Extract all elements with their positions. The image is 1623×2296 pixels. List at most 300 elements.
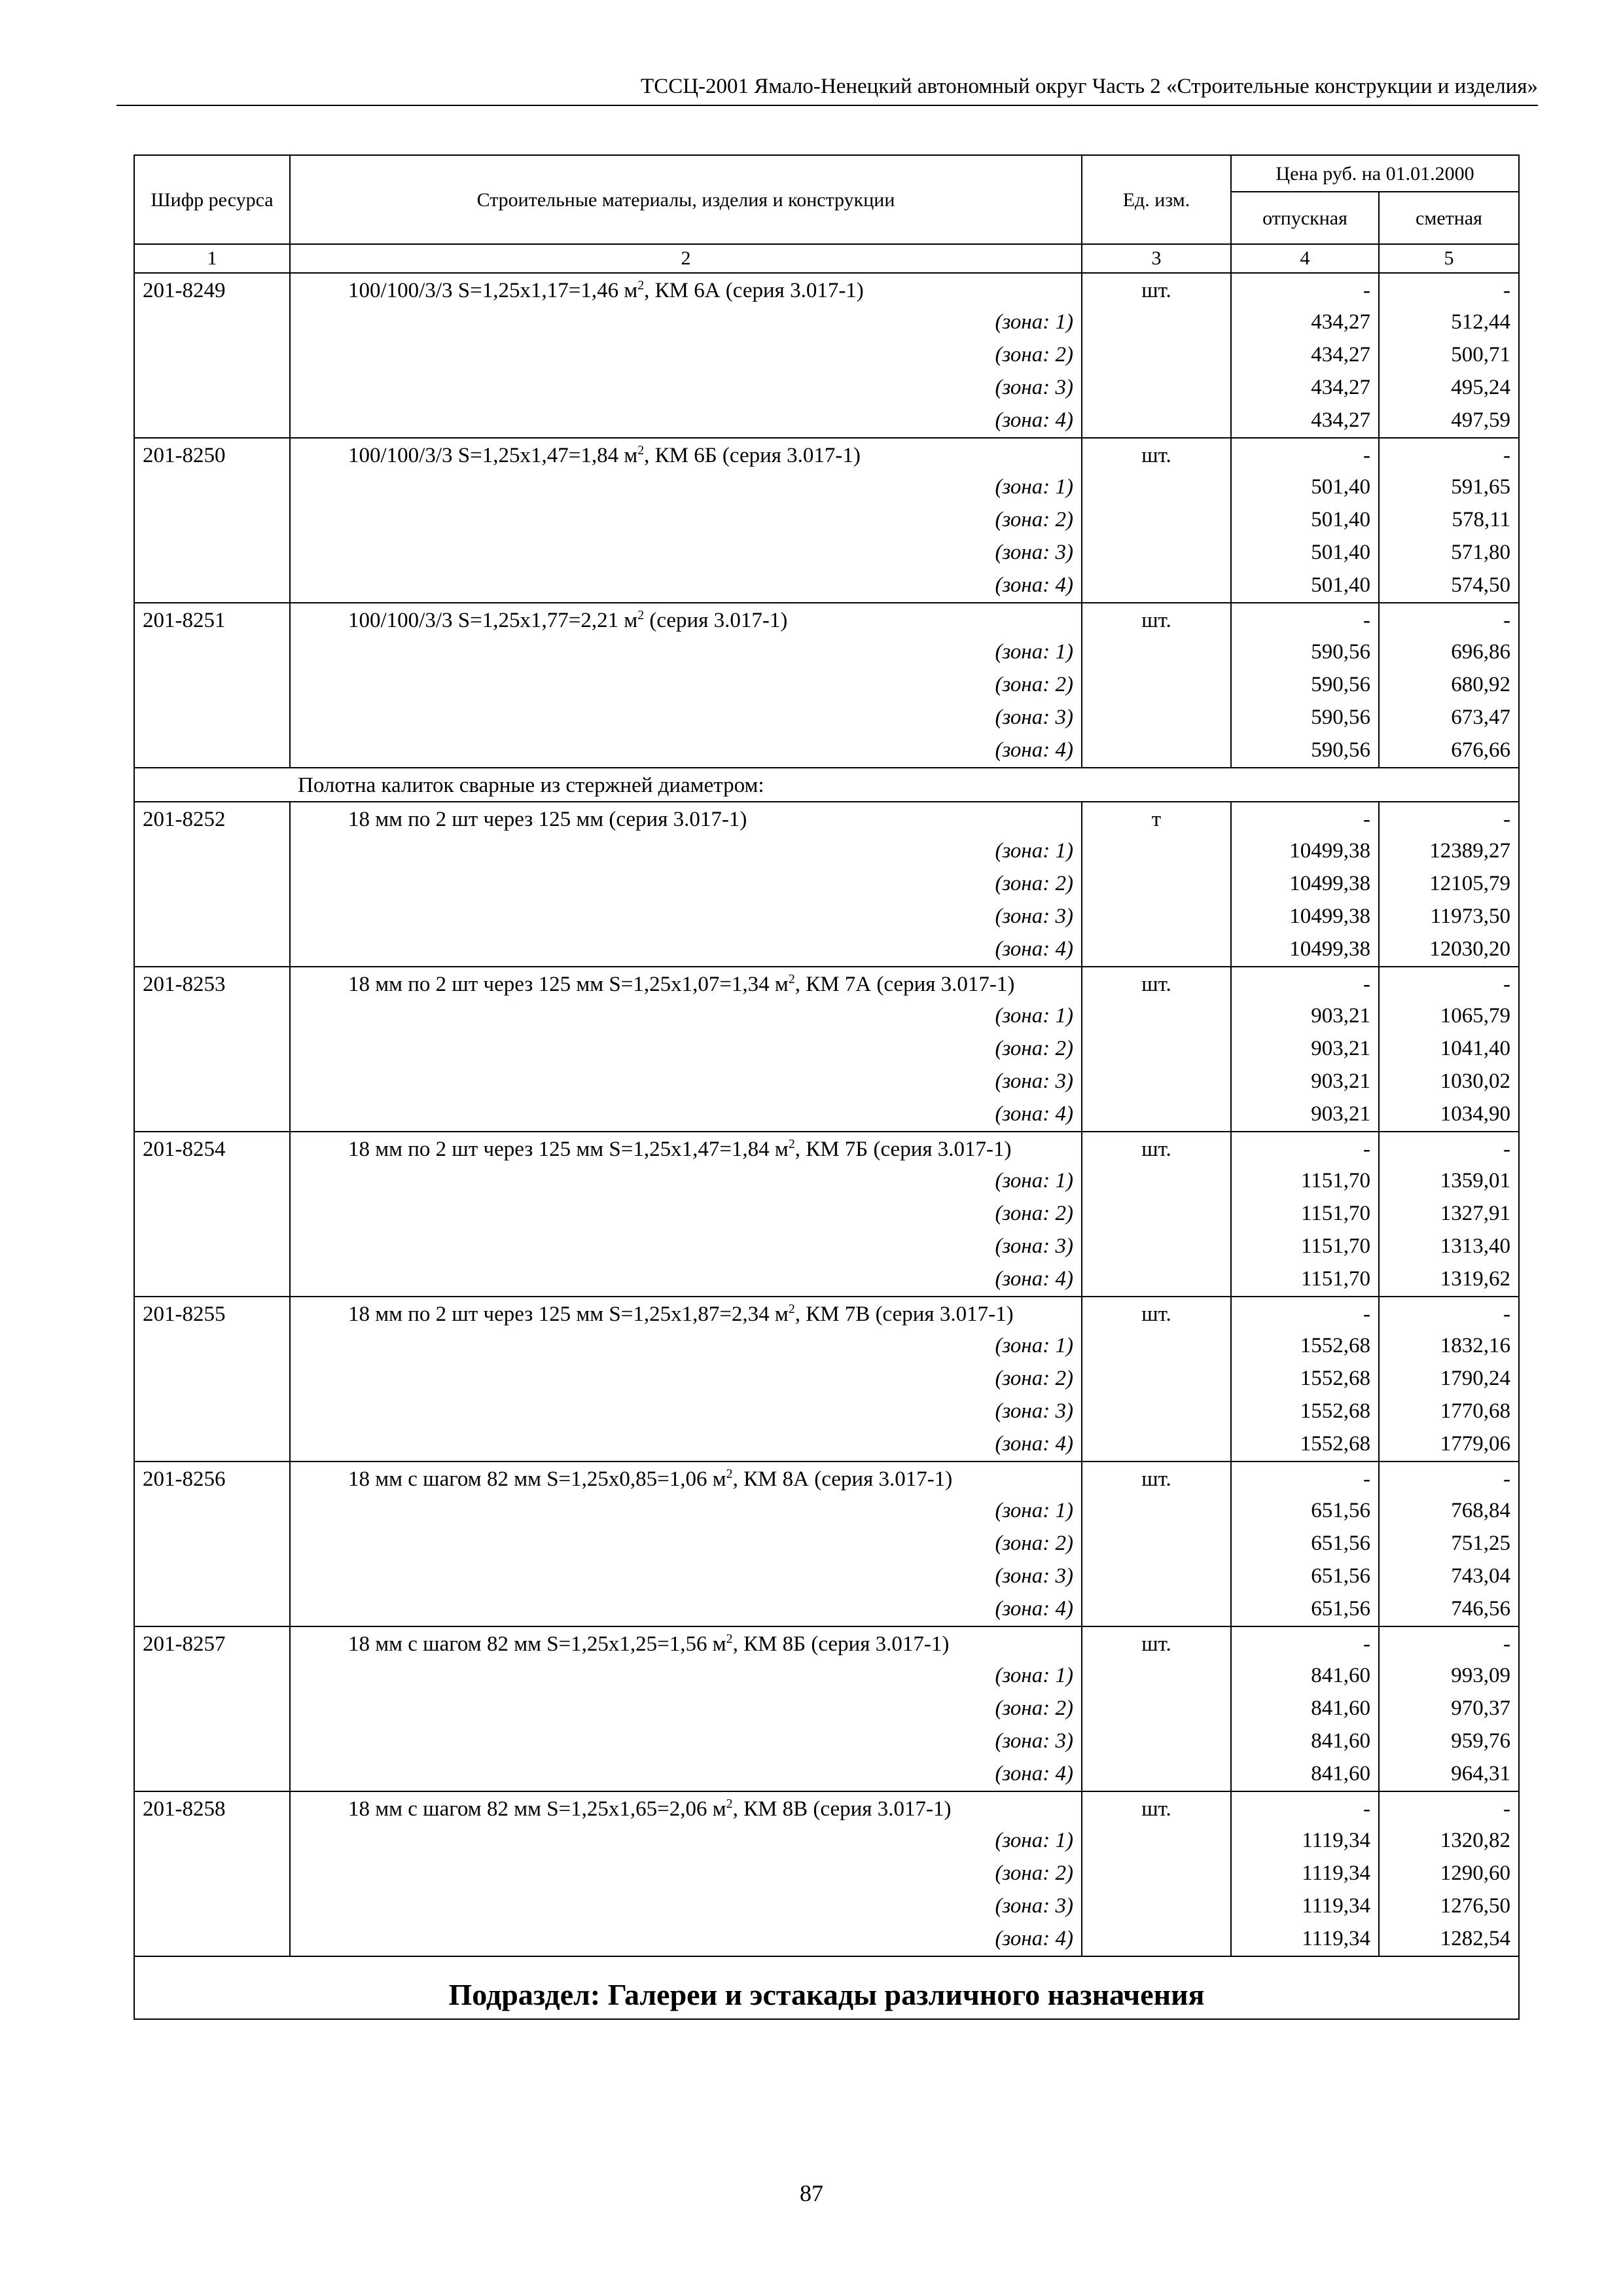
item-name-main: 18 мм по 2 шт через 125 мм S=1,25x1,87=2,34 м (348, 1302, 789, 1326)
item-name-text (298, 607, 1073, 634)
base-release-price: - (1231, 438, 1379, 471)
item-name (290, 1791, 1082, 1825)
item-name-text (298, 1796, 1073, 1822)
estimate-price: 512,44 (1379, 306, 1519, 339)
resource-code: 201-8254 (134, 1132, 290, 1165)
release-price: 10499,38 (1231, 835, 1379, 868)
zone-label: (зона: 1) (290, 1495, 1082, 1528)
zone-unit-cell (1082, 1395, 1231, 1428)
release-price: 590,56 (1231, 702, 1379, 734)
item-name-sup: 2 (788, 1302, 795, 1316)
release-price: 501,40 (1231, 471, 1379, 504)
zone-row (134, 1890, 1519, 1923)
release-price: 651,56 (1231, 1528, 1379, 1560)
zone-label: (зона: 2) (290, 339, 1082, 372)
zone-unit-cell (1082, 1428, 1231, 1462)
col-number: 3 (1082, 244, 1231, 273)
zone-unit-cell (1082, 404, 1231, 438)
col-header-release: отпускная (1231, 192, 1379, 244)
estimate-price: 1779,06 (1379, 1428, 1519, 1462)
item-name-main: 18 мм по 2 шт через 125 мм (серия 3.017-1) (348, 808, 747, 831)
release-price: 1151,70 (1231, 1198, 1379, 1230)
estimate-price: 768,84 (1379, 1495, 1519, 1528)
zone-label: (зона: 4) (290, 1263, 1082, 1297)
base-release-price: - (1231, 967, 1379, 1000)
zone-row (134, 1693, 1519, 1725)
group-heading: Полотна калиток сварные из стержней диаметром: (290, 768, 1519, 802)
item-name (290, 802, 1082, 835)
zone-row (134, 1033, 1519, 1066)
estimate-price: 680,92 (1379, 669, 1519, 702)
estimate-price: 578,11 (1379, 504, 1519, 537)
estimate-price: 1770,68 (1379, 1395, 1519, 1428)
item-name-rest: , КМ 8А (серия 3.017-1) (732, 1467, 953, 1491)
zone-unit-cell (1082, 835, 1231, 868)
zone-label: (зона: 1) (290, 1330, 1082, 1363)
zone-row (134, 1198, 1519, 1230)
zone-label: (зона: 2) (290, 504, 1082, 537)
release-price: 1151,70 (1231, 1165, 1379, 1198)
release-price: 1552,68 (1231, 1395, 1379, 1428)
resource-code: 201-8255 (134, 1297, 290, 1330)
zone-label: (зона: 2) (290, 1857, 1082, 1890)
col-number: 5 (1379, 244, 1519, 273)
zone-code-cell (134, 1758, 290, 1791)
release-price: 1552,68 (1231, 1428, 1379, 1462)
estimate-price: 676,66 (1379, 734, 1519, 768)
zone-label: (зона: 3) (290, 1066, 1082, 1098)
item-name-rest: , КМ 7В (серия 3.017-1) (794, 1302, 1014, 1326)
col-number: 4 (1231, 244, 1379, 273)
estimate-price: 1034,90 (1379, 1098, 1519, 1132)
release-price: 1151,70 (1231, 1263, 1379, 1297)
zone-row (134, 1363, 1519, 1395)
zone-row (134, 1395, 1519, 1428)
release-price: 841,60 (1231, 1725, 1379, 1758)
release-price: 903,21 (1231, 1098, 1379, 1132)
zone-row (134, 471, 1519, 504)
estimate-price: 574,50 (1379, 569, 1519, 603)
item-name-sup: 2 (637, 608, 645, 622)
zone-label: (зона: 3) (290, 372, 1082, 404)
release-price: 841,60 (1231, 1660, 1379, 1693)
zone-row (134, 636, 1519, 669)
zone-label: (зона: 3) (290, 537, 1082, 569)
release-price: 1151,70 (1231, 1230, 1379, 1263)
item-name-rest: , КМ 8Б (серия 3.017-1) (732, 1632, 950, 1656)
release-price: 841,60 (1231, 1693, 1379, 1725)
zone-unit-cell (1082, 1693, 1231, 1725)
zone-label: (зона: 3) (290, 1890, 1082, 1923)
release-price: 903,21 (1231, 1033, 1379, 1066)
table-row (134, 603, 1519, 636)
zone-row (134, 404, 1519, 438)
base-release-price: - (1231, 1791, 1379, 1825)
zone-code-cell (134, 835, 290, 868)
resource-code: 201-8252 (134, 802, 290, 835)
zone-row (134, 1330, 1519, 1363)
item-name-text (298, 442, 1073, 469)
estimate-price: 12105,79 (1379, 868, 1519, 901)
unit: шт. (1082, 1626, 1231, 1660)
zone-label: (зона: 2) (290, 1033, 1082, 1066)
item-name-main: 18 мм по 2 шт через 125 мм S=1,25x1,47=1,84 м (348, 1138, 789, 1161)
zone-code-cell (134, 537, 290, 569)
estimate-price: 746,56 (1379, 1593, 1519, 1626)
zone-label: (зона: 3) (290, 1230, 1082, 1263)
group-code-cell (134, 768, 290, 802)
zone-label: (зона: 1) (290, 471, 1082, 504)
base-estimate-price: - (1379, 273, 1519, 306)
item-name-rest: , КМ 7А (серия 3.017-1) (794, 973, 1015, 996)
col-header-estimate: сметная (1379, 192, 1519, 244)
item-name-sup: 2 (726, 1467, 733, 1481)
zone-code-cell (134, 1230, 290, 1263)
release-price: 434,27 (1231, 306, 1379, 339)
zone-code-cell (134, 471, 290, 504)
release-price: 1552,68 (1231, 1330, 1379, 1363)
subsection-title: Подраздел: Галереи и эстакады различного назначения (134, 1956, 1519, 2019)
base-estimate-price: - (1379, 1791, 1519, 1825)
estimate-price: 964,31 (1379, 1758, 1519, 1791)
zone-code-cell (134, 1098, 290, 1132)
base-estimate-price: - (1379, 1297, 1519, 1330)
estimate-price: 1790,24 (1379, 1363, 1519, 1395)
item-name-sup: 2 (726, 1632, 733, 1646)
zone-row (134, 702, 1519, 734)
zone-unit-cell (1082, 1363, 1231, 1395)
item-name-rest: , КМ 6А (серия 3.017-1) (644, 279, 864, 302)
item-name-sup: 2 (788, 972, 795, 986)
table-row (134, 438, 1519, 471)
zone-row (134, 1857, 1519, 1890)
zone-label: (зона: 1) (290, 1165, 1082, 1198)
zone-code-cell (134, 569, 290, 603)
release-price: 1119,34 (1231, 1890, 1379, 1923)
release-price: 434,27 (1231, 372, 1379, 404)
estimate-price: 571,80 (1379, 537, 1519, 569)
zone-row (134, 1725, 1519, 1758)
zone-unit-cell (1082, 868, 1231, 901)
zone-code-cell (134, 1495, 290, 1528)
zone-label: (зона: 4) (290, 1923, 1082, 1956)
estimate-price: 1313,40 (1379, 1230, 1519, 1263)
col-number: 1 (134, 244, 290, 273)
resource-code: 201-8258 (134, 1791, 290, 1825)
release-price: 434,27 (1231, 339, 1379, 372)
item-name-text (298, 1631, 1073, 1657)
zone-label: (зона: 4) (290, 404, 1082, 438)
zone-unit-cell (1082, 306, 1231, 339)
zone-code-cell (134, 1923, 290, 1956)
zone-label: (зона: 4) (290, 1098, 1082, 1132)
zone-unit-cell (1082, 1660, 1231, 1693)
zone-unit-cell (1082, 471, 1231, 504)
item-name-sup: 2 (637, 278, 645, 293)
base-release-price: - (1231, 273, 1379, 306)
estimate-price: 11973,50 (1379, 901, 1519, 933)
zone-unit-cell (1082, 901, 1231, 933)
release-price: 1119,34 (1231, 1923, 1379, 1956)
zone-row (134, 537, 1519, 569)
resource-code: 201-8256 (134, 1462, 290, 1495)
estimate-price: 696,86 (1379, 636, 1519, 669)
zone-row (134, 1758, 1519, 1791)
release-price: 10499,38 (1231, 868, 1379, 901)
zone-label: (зона: 1) (290, 1825, 1082, 1857)
zone-unit-cell (1082, 669, 1231, 702)
unit: шт. (1082, 273, 1231, 306)
zone-label: (зона: 1) (290, 1660, 1082, 1693)
unit: т (1082, 802, 1231, 835)
zone-label: (зона: 1) (290, 835, 1082, 868)
zone-unit-cell (1082, 1165, 1231, 1198)
base-release-price: - (1231, 1462, 1379, 1495)
item-name-sup: 2 (788, 1137, 795, 1151)
zone-row (134, 1230, 1519, 1263)
zone-label: (зона: 2) (290, 1198, 1082, 1230)
zone-code-cell (134, 1593, 290, 1626)
item-name-main: 18 мм с шагом 82 мм S=1,25x1,65=2,06 м (348, 1797, 726, 1821)
base-release-price: - (1231, 802, 1379, 835)
item-name (290, 1297, 1082, 1330)
release-price: 590,56 (1231, 636, 1379, 669)
zone-unit-cell (1082, 1033, 1231, 1066)
item-name-main: 18 мм по 2 шт через 125 мм S=1,25x1,07=1,34 м (348, 973, 789, 996)
release-price: 501,40 (1231, 569, 1379, 603)
resource-code: 201-8249 (134, 273, 290, 306)
page-number: 87 (800, 2180, 823, 2206)
zone-code-cell (134, 1395, 290, 1428)
estimate-price: 751,25 (1379, 1528, 1519, 1560)
zone-row (134, 1428, 1519, 1462)
zone-code-cell (134, 1198, 290, 1230)
zone-unit-cell (1082, 1923, 1231, 1956)
item-name-text (298, 1466, 1073, 1492)
resource-code: 201-8253 (134, 967, 290, 1000)
zone-unit-cell (1082, 636, 1231, 669)
zone-row (134, 1066, 1519, 1098)
release-price: 903,21 (1231, 1066, 1379, 1098)
zone-row (134, 734, 1519, 768)
zone-unit-cell (1082, 1890, 1231, 1923)
zone-unit-cell (1082, 537, 1231, 569)
zone-code-cell (134, 1363, 290, 1395)
zone-row (134, 372, 1519, 404)
zone-code-cell (134, 1263, 290, 1297)
unit: шт. (1082, 1791, 1231, 1825)
zone-unit-cell (1082, 372, 1231, 404)
zone-unit-cell (1082, 1098, 1231, 1132)
estimate-price: 743,04 (1379, 1560, 1519, 1593)
unit: шт. (1082, 603, 1231, 636)
zone-row (134, 1165, 1519, 1198)
table-row (134, 1626, 1519, 1660)
zone-unit-cell (1082, 1495, 1231, 1528)
item-name-main: 100/100/3/3 S=1,25x1,47=1,84 м (348, 444, 638, 467)
release-price: 434,27 (1231, 404, 1379, 438)
price-table (134, 154, 1520, 2020)
item-name-rest: , КМ 6Б (серия 3.017-1) (644, 444, 861, 467)
estimate-price: 1041,40 (1379, 1033, 1519, 1066)
col-header-unit: Ед. изм. (1082, 155, 1231, 244)
zone-row (134, 1923, 1519, 1956)
release-price: 903,21 (1231, 1000, 1379, 1033)
item-name-main: 100/100/3/3 S=1,25x1,17=1,46 м (348, 279, 638, 302)
zone-label: (зона: 2) (290, 669, 1082, 702)
release-price: 10499,38 (1231, 901, 1379, 933)
zone-code-cell (134, 1165, 290, 1198)
resource-code: 201-8257 (134, 1626, 290, 1660)
zone-row (134, 1528, 1519, 1560)
zone-code-cell (134, 1560, 290, 1593)
item-name-main: 100/100/3/3 S=1,25x1,77=2,21 м (348, 609, 638, 632)
zone-code-cell (134, 404, 290, 438)
running-header: ТССЦ-2001 Ямало-Ненецкий автономный округ Часть 2 «Строительные конструкции и изделия» (641, 75, 1538, 98)
resource-code: 201-8251 (134, 603, 290, 636)
table-row (134, 1462, 1519, 1495)
zone-code-cell (134, 1000, 290, 1033)
zone-label: (зона: 2) (290, 1693, 1082, 1725)
item-name-text (298, 971, 1073, 997)
table-row (134, 1297, 1519, 1330)
zone-unit-cell (1082, 1263, 1231, 1297)
zone-unit-cell (1082, 734, 1231, 768)
zone-label: (зона: 3) (290, 1560, 1082, 1593)
release-price: 1119,34 (1231, 1857, 1379, 1890)
estimate-price: 1359,01 (1379, 1165, 1519, 1198)
zone-code-cell (134, 1033, 290, 1066)
zone-unit-cell (1082, 1528, 1231, 1560)
estimate-price: 1319,62 (1379, 1263, 1519, 1297)
release-price: 590,56 (1231, 669, 1379, 702)
item-name-rest: , КМ 8В (серия 3.017-1) (732, 1797, 952, 1821)
zone-code-cell (134, 669, 290, 702)
zone-row (134, 1495, 1519, 1528)
estimate-price: 1276,50 (1379, 1890, 1519, 1923)
zone-row (134, 1098, 1519, 1132)
base-estimate-price: - (1379, 1626, 1519, 1660)
zone-unit-cell (1082, 1066, 1231, 1098)
estimate-price: 1290,60 (1379, 1857, 1519, 1890)
unit: шт. (1082, 1297, 1231, 1330)
zone-row (134, 933, 1519, 967)
release-price: 10499,38 (1231, 933, 1379, 967)
zone-unit-cell (1082, 339, 1231, 372)
group-heading-row (134, 768, 1519, 802)
zone-label: (зона: 3) (290, 1395, 1082, 1428)
estimate-price: 1065,79 (1379, 1000, 1519, 1033)
zone-code-cell (134, 1725, 290, 1758)
item-name-main: 18 мм с шагом 82 мм S=1,25x1,25=1,56 м (348, 1632, 726, 1656)
item-name-rest: (серия 3.017-1) (644, 609, 788, 632)
base-release-price: - (1231, 1132, 1379, 1165)
zone-code-cell (134, 1890, 290, 1923)
zone-label: (зона: 1) (290, 636, 1082, 669)
base-release-price: - (1231, 603, 1379, 636)
base-estimate-price: - (1379, 967, 1519, 1000)
zone-code-cell (134, 339, 290, 372)
zone-code-cell (134, 504, 290, 537)
zone-code-cell (134, 1693, 290, 1725)
unit: шт. (1082, 438, 1231, 471)
item-name (290, 1132, 1082, 1165)
zone-row (134, 1593, 1519, 1626)
release-price: 651,56 (1231, 1593, 1379, 1626)
table-row (134, 1791, 1519, 1825)
zone-row (134, 868, 1519, 901)
estimate-price: 591,65 (1379, 471, 1519, 504)
zone-label: (зона: 4) (290, 1428, 1082, 1462)
zone-label: (зона: 1) (290, 1000, 1082, 1033)
item-name-text (298, 806, 1073, 833)
zone-code-cell (134, 1428, 290, 1462)
release-price: 590,56 (1231, 734, 1379, 768)
base-estimate-price: - (1379, 1462, 1519, 1495)
estimate-price: 1282,54 (1379, 1923, 1519, 1956)
zone-unit-cell (1082, 702, 1231, 734)
item-name-text (298, 1136, 1073, 1162)
zone-label: (зона: 1) (290, 306, 1082, 339)
zone-unit-cell (1082, 933, 1231, 967)
zone-unit-cell (1082, 504, 1231, 537)
item-name (290, 967, 1082, 1000)
item-name (290, 438, 1082, 471)
release-price: 651,56 (1231, 1495, 1379, 1528)
zone-label: (зона: 3) (290, 901, 1082, 933)
zone-label: (зона: 4) (290, 1593, 1082, 1626)
estimate-price: 1327,91 (1379, 1198, 1519, 1230)
zone-unit-cell (1082, 1230, 1231, 1263)
table-row (134, 967, 1519, 1000)
estimate-price: 1030,02 (1379, 1066, 1519, 1098)
zone-code-cell (134, 636, 290, 669)
zone-label: (зона: 4) (290, 933, 1082, 967)
base-estimate-price: - (1379, 802, 1519, 835)
zone-code-cell (134, 901, 290, 933)
table-row (134, 802, 1519, 835)
header-divider (116, 105, 1538, 106)
release-price: 501,40 (1231, 537, 1379, 569)
zone-row (134, 1263, 1519, 1297)
estimate-price: 673,47 (1379, 702, 1519, 734)
resource-code: 201-8250 (134, 438, 290, 471)
item-name-main: 18 мм с шагом 82 мм S=1,25x0,85=1,06 м (348, 1467, 726, 1491)
release-price: 841,60 (1231, 1758, 1379, 1791)
release-price: 651,56 (1231, 1560, 1379, 1593)
zone-row (134, 504, 1519, 537)
zone-row (134, 569, 1519, 603)
zone-label: (зона: 2) (290, 1528, 1082, 1560)
col-header-price-group: Цена руб. на 01.01.2000 (1231, 155, 1519, 192)
zone-unit-cell (1082, 1758, 1231, 1791)
item-name (290, 273, 1082, 306)
zone-row (134, 1560, 1519, 1593)
zone-unit-cell (1082, 569, 1231, 603)
zone-row (134, 669, 1519, 702)
zone-label: (зона: 2) (290, 1363, 1082, 1395)
zone-label: (зона: 4) (290, 569, 1082, 603)
zone-unit-cell (1082, 1857, 1231, 1890)
release-price: 501,40 (1231, 504, 1379, 537)
zone-label: (зона: 3) (290, 702, 1082, 734)
estimate-price: 12030,20 (1379, 933, 1519, 967)
item-name (290, 1626, 1082, 1660)
zone-label: (зона: 3) (290, 1725, 1082, 1758)
item-name-sup: 2 (726, 1797, 733, 1811)
zone-unit-cell (1082, 1000, 1231, 1033)
zone-code-cell (134, 868, 290, 901)
